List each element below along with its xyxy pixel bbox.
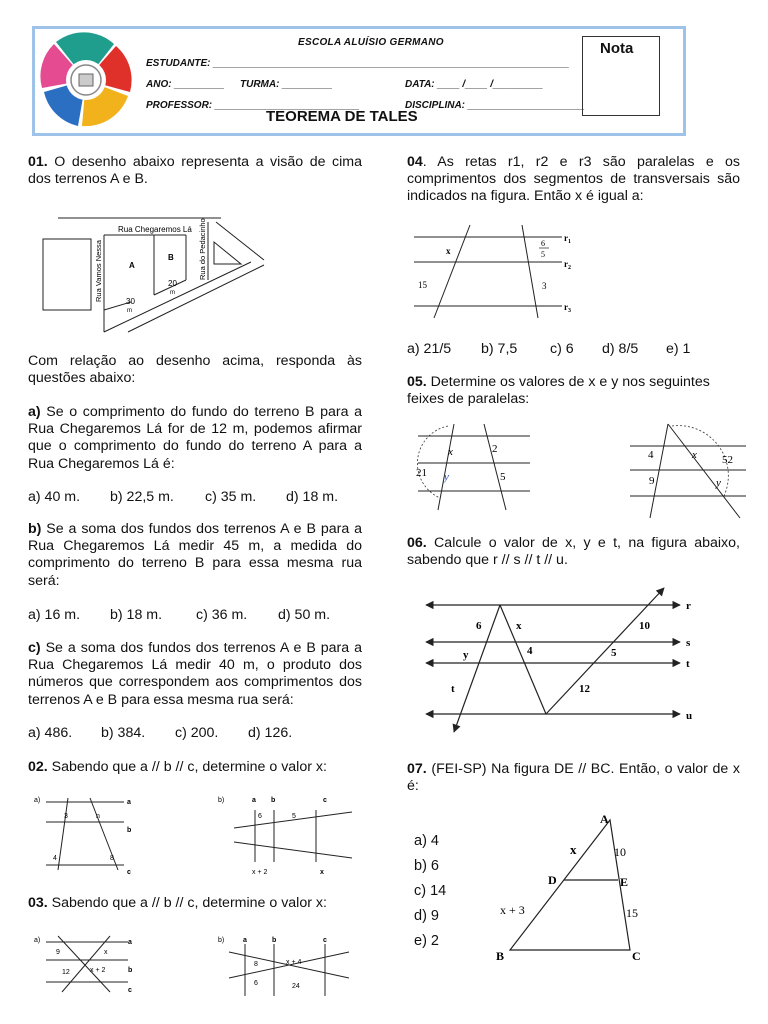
q05f1-x: x (448, 446, 453, 458)
q02b-c: c (323, 797, 327, 804)
q07-number: 07. (407, 761, 427, 777)
q07-x: x (570, 842, 577, 857)
q03a-b: b (128, 967, 133, 974)
q02a-v8: 8 (110, 855, 114, 862)
school-logo (36, 30, 136, 130)
q06-r: r (686, 600, 691, 612)
q06-figure (418, 584, 718, 736)
q07-options (414, 829, 446, 954)
q07-D: D (548, 873, 557, 887)
q01a-text: Se o comprimento do fundo do terreno B para a Rua Chegaremos Lá for de 12 m, podemos afirmar que o comprimento do fundo do terreno A para a Rua Chegaremos Lá é: (28, 404, 362, 472)
q01b-label: b) (28, 521, 42, 537)
q02b-a: a (252, 797, 256, 804)
professor-field: PROFESSOR: __________________________ (146, 100, 360, 111)
q02a-v3: 3 (64, 813, 68, 820)
q01-rua-pedacinho: Rua do Pedacinho (198, 218, 207, 280)
q01-text: O desenho abaixo representa a visão de cima dos terrenos A e B. (28, 154, 362, 188)
q01b-text: Se a soma dos fundos dos terrenos A e B para a Rua Chegaremos Lá medir 45 m, a medida do comprimento do terreno B para essa mesma rua será: (28, 521, 362, 589)
q06-u: u (686, 710, 693, 722)
q01c-opt-d: d) 126. (248, 725, 293, 741)
q01-n20: 20 (168, 279, 177, 288)
q03a-x: x (104, 949, 108, 956)
ano-field: ANO: _________ (146, 79, 225, 90)
q01c-statement (28, 640, 362, 709)
q06-v12: 12 (579, 683, 590, 695)
q03a-figure (32, 930, 142, 1000)
q07-A: A (600, 812, 609, 826)
q05f2-x: x (692, 449, 697, 461)
q07-opt-e: e) 2 (414, 933, 439, 949)
q06-statement (407, 535, 740, 569)
q05f2-y: y (716, 477, 721, 489)
q02-statement (28, 759, 362, 776)
q04-v3: 3 (542, 281, 547, 291)
q06-y: y (463, 649, 469, 661)
q03b-x4: x + 4 (286, 959, 302, 966)
q06-s: s (686, 637, 691, 649)
school-name: ESCOLA ALUÍSIO GERMANO (298, 37, 444, 48)
q01c-opt-c: c) 200. (175, 725, 219, 741)
q01a-opt-d: d) 18 m. (286, 489, 339, 505)
q03a-c: c (128, 987, 132, 994)
q03b-c: c (323, 937, 327, 944)
q04-r3: $r_3$ (564, 302, 571, 314)
q07-E: E (620, 875, 629, 889)
q07-B: B (496, 949, 505, 963)
q05f1-v21: 21 (416, 467, 427, 479)
q03-statement (28, 895, 362, 912)
q04-number: 04 (407, 154, 423, 170)
q05-number: 05. (407, 374, 427, 390)
q03a-v12: 12 (62, 969, 70, 976)
q01b-opt-d: d) 50 m. (278, 607, 331, 623)
q04-opt-e: e) 1 (666, 341, 691, 357)
q02-text: Sabendo que a // b // c, determine o valor x: (47, 759, 327, 775)
q04-figure (410, 222, 590, 322)
q02-number: 02. (28, 759, 48, 775)
q05-figure-2 (626, 420, 752, 522)
q01b-opt-a: a) 16 m. (28, 607, 81, 623)
q02b-x: x (320, 869, 324, 876)
q01-statement (28, 154, 362, 188)
q06-v6: 6 (476, 620, 482, 632)
q03a-x2: x + 2 (90, 967, 106, 974)
q01-intro: Com relação ao desenho acima, responda às questões abaixo: (28, 353, 362, 387)
q01c-label: c) (28, 640, 41, 656)
q04-frac-den: 5 (541, 250, 545, 259)
q04-opt-d: d) 8/5 (602, 341, 639, 357)
q05f1-v2: 2 (492, 443, 498, 455)
q07-v10: 10 (614, 845, 626, 859)
nota-label: Nota (600, 40, 634, 57)
q07-opt-b: b) 6 (414, 858, 439, 874)
q05-text: Determine os valores de x e y nos seguintes feixes de paralelas: (407, 374, 710, 408)
q01-n30: 30 (126, 297, 135, 306)
turma-field: TURMA: _________ (240, 79, 333, 90)
q04-statement (407, 154, 740, 206)
topic-title: TEOREMA DE TALES (266, 108, 418, 125)
q02a-figure (32, 790, 142, 880)
q01-number: 01. (28, 154, 48, 170)
q01a-label: a) (28, 404, 41, 420)
estudante-field: ESTUDANTE: ________________________________________________________________ (146, 58, 570, 69)
q02a-b: b (127, 827, 132, 834)
q07-opt-c: c) 14 (414, 883, 447, 899)
q01b-opt-c: c) 36 m. (196, 607, 248, 623)
q03b-figure (214, 930, 354, 1000)
q07-x3: x + 3 (500, 903, 525, 917)
data-field: DATA: ____ /____ /_________ (405, 79, 544, 90)
q03b-v24: 24 (292, 983, 300, 990)
q03b-v8: 8 (254, 961, 258, 968)
q01a-opt-a: a) 40 m. (28, 489, 81, 505)
q03b-tag: b) (218, 937, 225, 944)
q04-r1: $r_1$ (564, 233, 571, 245)
q01c-opt-a: a) 486. (28, 725, 73, 741)
q01-rua-chegaremos: Rua Chegaremos Lá (118, 225, 192, 234)
q04-opt-b: b) 7,5 (481, 341, 518, 357)
q02b-figure (214, 790, 354, 880)
q06-number: 06. (407, 535, 427, 551)
q04-r2: $r_2$ (564, 259, 571, 271)
q07-figure (490, 806, 660, 966)
q03a-a: a (128, 939, 132, 946)
q01b-statement (28, 521, 362, 590)
q06-t: t (686, 658, 690, 670)
q02a-c: c (127, 869, 131, 876)
q04-x: x (446, 246, 451, 256)
q07-C: C (632, 949, 641, 963)
q06-v4: 4 (527, 645, 533, 657)
q04-opt-c: c) 6 (550, 341, 574, 357)
q05-figure-1 (412, 418, 562, 518)
q03b-a: a (243, 937, 247, 944)
q02b-x2: x + 2 (252, 869, 268, 876)
q03-number: 03. (28, 895, 48, 911)
q01c-opt-b: b) 384. (101, 725, 146, 741)
q01a-opt-c: c) 35 m. (205, 489, 257, 505)
q07-statement (407, 761, 740, 795)
q05f1-y: y (444, 471, 449, 483)
q03a-v9: 9 (56, 949, 60, 956)
q04-opt-a: a) 21/5 (407, 341, 452, 357)
q06-v10: 10 (639, 620, 650, 632)
q05f2-v4: 4 (648, 449, 654, 461)
q04-frac-num: 6 (541, 239, 545, 248)
q01-m1: m (127, 308, 132, 314)
q02a-a: a (127, 799, 131, 806)
disciplina-field: DISCIPLINA: _____________________ (405, 100, 585, 111)
q02b-v5: 5 (292, 813, 296, 820)
q02a-tag: a) (34, 797, 41, 804)
q01-label-a: A (129, 261, 135, 270)
q04-text: . As retas r1, r2 e r3 são paralelas e os comprimentos dos segmentos de transversais são indicados na figura. Então x é igual a: (407, 154, 740, 205)
q02b-b: b (271, 797, 276, 804)
q05f2-v52: 52 (722, 454, 733, 466)
q05f1-v5: 5 (500, 471, 506, 483)
q01b-opt-b: b) 18 m. (110, 607, 163, 623)
q03b-v6: 6 (254, 980, 258, 987)
q04-v15: 15 (418, 280, 427, 290)
q07-v15: 15 (626, 906, 638, 920)
q03a-tag: a) (34, 937, 41, 944)
q03-text: Sabendo que a // b // c, determine o valor x: (47, 895, 327, 911)
q01c-text: Se a soma dos fundos dos terrenos A e B para a Rua Chegaremos Lá medir 40 m, o produto dos números que correspondem aos comprimentos dos terrenos A e B para essa mesma rua será: (28, 640, 362, 708)
q06-text: Calcule o valor de x, y e t, na figura abaixo, sabendo que r // s // t // u. (407, 535, 740, 569)
q06-tl: t (451, 683, 455, 695)
q02a-n: n (96, 813, 100, 820)
q01-figure (36, 210, 276, 335)
q03b-b: b (272, 937, 277, 944)
q07-text: (FEI-SP) Na figura DE // BC. Então, o valor de x é: (407, 761, 740, 795)
q07-opt-a: a) 4 (414, 833, 439, 849)
q06-x: x (516, 620, 522, 632)
q02b-v6: 6 (258, 813, 262, 820)
q01-m2: m (170, 290, 175, 296)
q05f2-v9: 9 (649, 475, 655, 487)
q02a-v4: 4 (53, 855, 57, 862)
q01-label-b: B (168, 253, 174, 262)
q02b-tag: b) (218, 797, 225, 804)
q01-rua-vamos: Rua Vamos Nessa (94, 240, 103, 302)
q06-v5: 5 (611, 647, 617, 659)
q05-statement (407, 374, 740, 408)
q07-opt-d: d) 9 (414, 908, 439, 924)
q01a-opt-b: b) 22,5 m. (110, 489, 174, 505)
q01a-statement (28, 404, 362, 473)
